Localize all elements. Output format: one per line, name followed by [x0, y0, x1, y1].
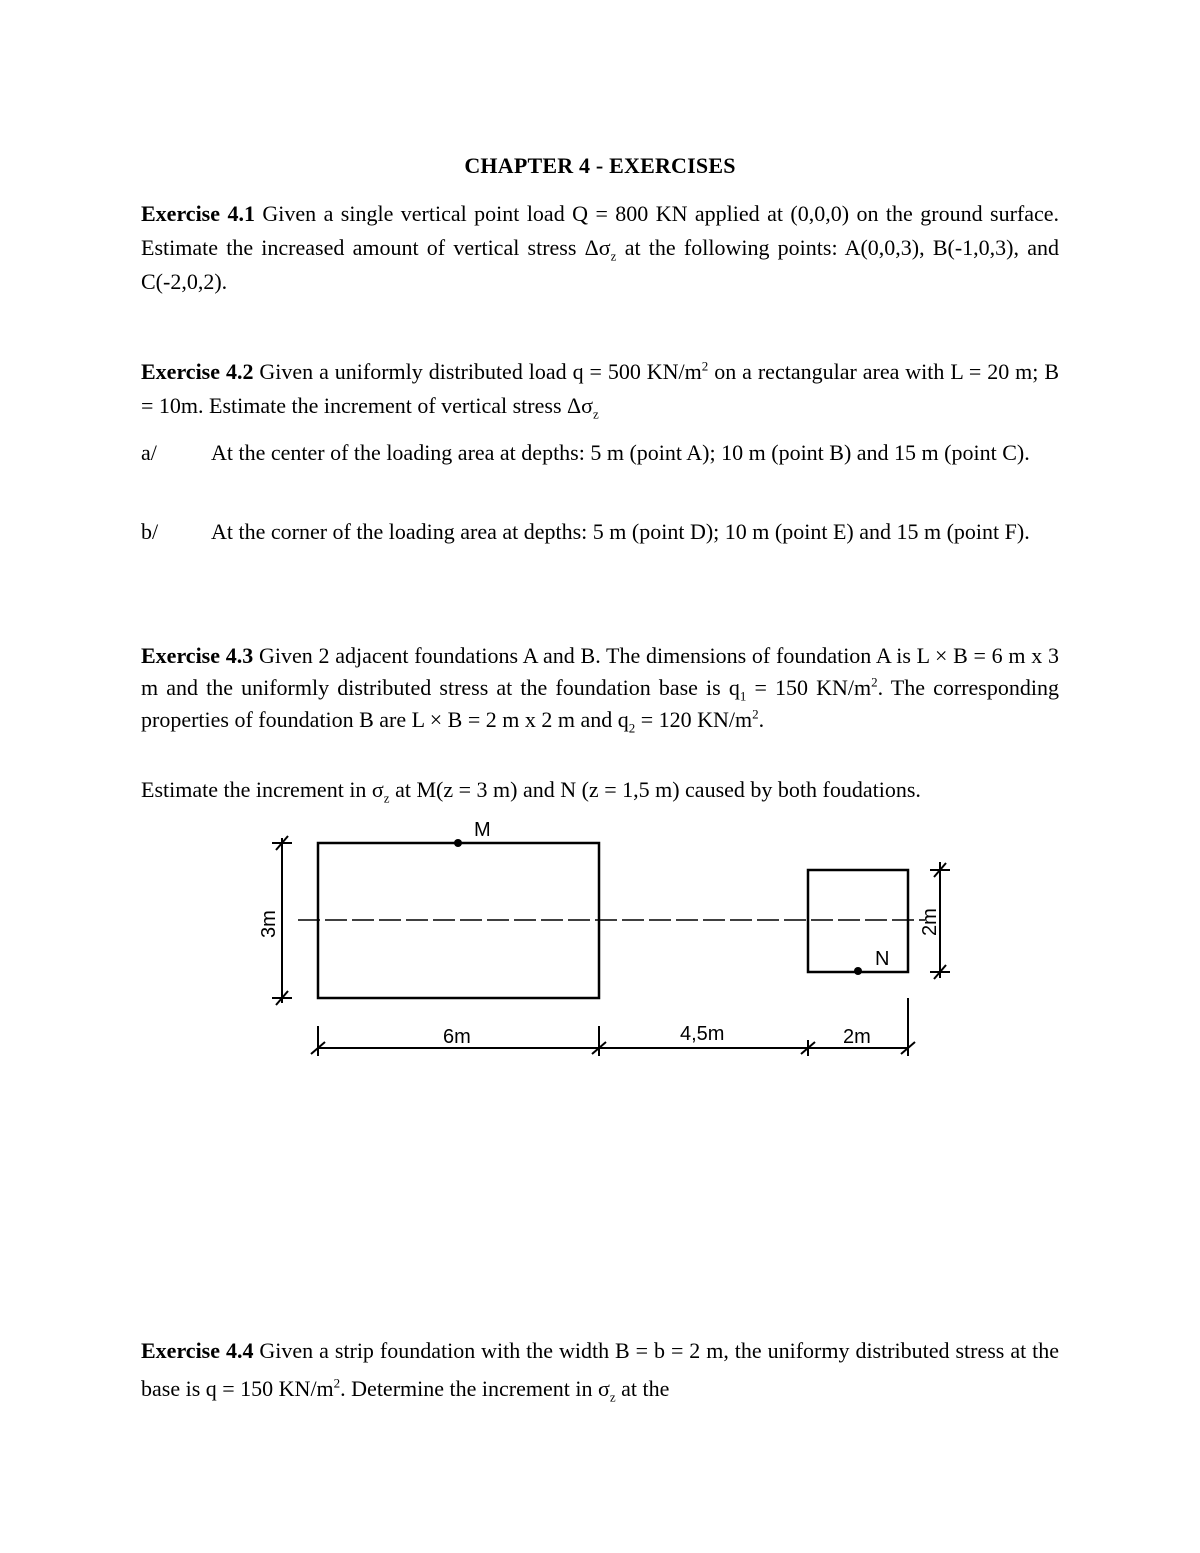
- item-b-label: b/: [141, 519, 159, 544]
- estimate-text-2: at M(z = 3 m) and N (z = 1,5 m) caused by both foudations.: [395, 777, 921, 802]
- exercise-4-1-sub: z: [610, 248, 617, 264]
- label-dim-6m: 6m: [443, 1026, 471, 1048]
- exercise-4-4-text2: . Determine the increment in σ: [340, 1376, 610, 1401]
- label-dim-2m-horizontal: 2m: [843, 1026, 871, 1048]
- point-m-marker: [454, 839, 462, 847]
- item-b-text: At the corner of the loading area at depths: 5 m (point D); 10 m (point E) and 15 m (point F).: [211, 519, 1030, 544]
- exercise-4-1-text2: at the following points: A(0,0,3), B(-1,0,3), and C(-2,0,2).: [141, 235, 1059, 294]
- exercise-4-3: [141, 640, 1059, 736]
- exercise-4-2-item-b: [141, 516, 1059, 548]
- exercise-4-2: [141, 355, 1059, 423]
- label-dim-4-5m: 4,5m: [680, 1023, 725, 1045]
- exercise-4-1-text: Given a single vertical point load Q = 800 KN applied at (0,0,0) on the ground surface. Estimate the increased amount of vertical stress Δσ: [141, 201, 1060, 260]
- exercise-4-1: [141, 197, 1059, 299]
- exercise-4-4-sup: 2: [333, 1375, 341, 1391]
- item-a-text: At the center of the loading area at depths: 5 m (point A); 10 m (point B) and 15 m (point C).: [211, 440, 1030, 465]
- exercise-4-4: [141, 1332, 1059, 1408]
- exercise-4-3-text-2: = 150 KN/m: [754, 675, 872, 700]
- exercise-4-2-text: Given a uniformly distributed load q = 500 KN/m: [259, 359, 702, 384]
- estimate-sub: z: [383, 790, 390, 806]
- label-m: M: [474, 819, 491, 841]
- foundation-diagram: [240, 810, 970, 1070]
- exercise-4-4-text3: at the: [621, 1376, 670, 1401]
- estimate-text-1: Estimate the increment in σ: [141, 777, 384, 802]
- exercise-4-2-sub: z: [593, 406, 599, 422]
- exercise-4-3-sup-1: 2: [871, 674, 878, 690]
- item-a-label: a/: [141, 440, 157, 465]
- exercise-4-3-label: Exercise 4.3: [141, 643, 254, 668]
- exercise-4-3-text-4: = 120 KN/m: [640, 707, 753, 732]
- exercise-4-2-sup: 2: [701, 358, 709, 374]
- label-dim-2m-vertical: 2m: [919, 908, 941, 936]
- exercise-4-4-label: Exercise 4.4: [141, 1338, 254, 1363]
- foundation-b-rect: [808, 870, 908, 972]
- exercise-4-3-sub-2: 2: [628, 720, 636, 736]
- exercise-4-2-item-a: [141, 437, 1059, 469]
- exercise-4-4-text: Given a strip foundation with the width B = b = 2 m, the uniformy distributed stress at the base is q = 150 KN/m: [141, 1338, 1060, 1401]
- label-n: N: [875, 948, 890, 970]
- exercise-4-2-label: Exercise 4.2: [141, 359, 254, 384]
- exercise-4-1-label: Exercise 4.1: [141, 201, 255, 226]
- exercise-4-3-text-3: . The corresponding properties of foundation B are L × B = 2 m x 2 m and q: [141, 675, 1059, 732]
- exercise-4-3-text-1: Given 2 adjacent foundations A and B. The dimensions of foundation A is L × B = 6 m x 3 m and the uniformly distributed stress at the foundation base is q: [141, 643, 1059, 700]
- exercise-4-2-text2: on a rectangular area with L = 20 m; B = 10m. Estimate the increment of vertical stress Δσ: [141, 359, 1059, 418]
- page-title: CHAPTER 4 - EXERCISES: [464, 153, 736, 178]
- exercise-4-3-sub-1: 1: [739, 688, 747, 704]
- label-dim-3m: 3m: [258, 910, 280, 938]
- point-n-marker: [854, 967, 862, 975]
- exercise-4-3-text-5: .: [758, 707, 765, 732]
- exercise-4-3-estimate: [141, 774, 1059, 806]
- exercise-4-3-sup-2: 2: [752, 706, 759, 722]
- exercise-4-4-sub: z: [609, 1389, 616, 1405]
